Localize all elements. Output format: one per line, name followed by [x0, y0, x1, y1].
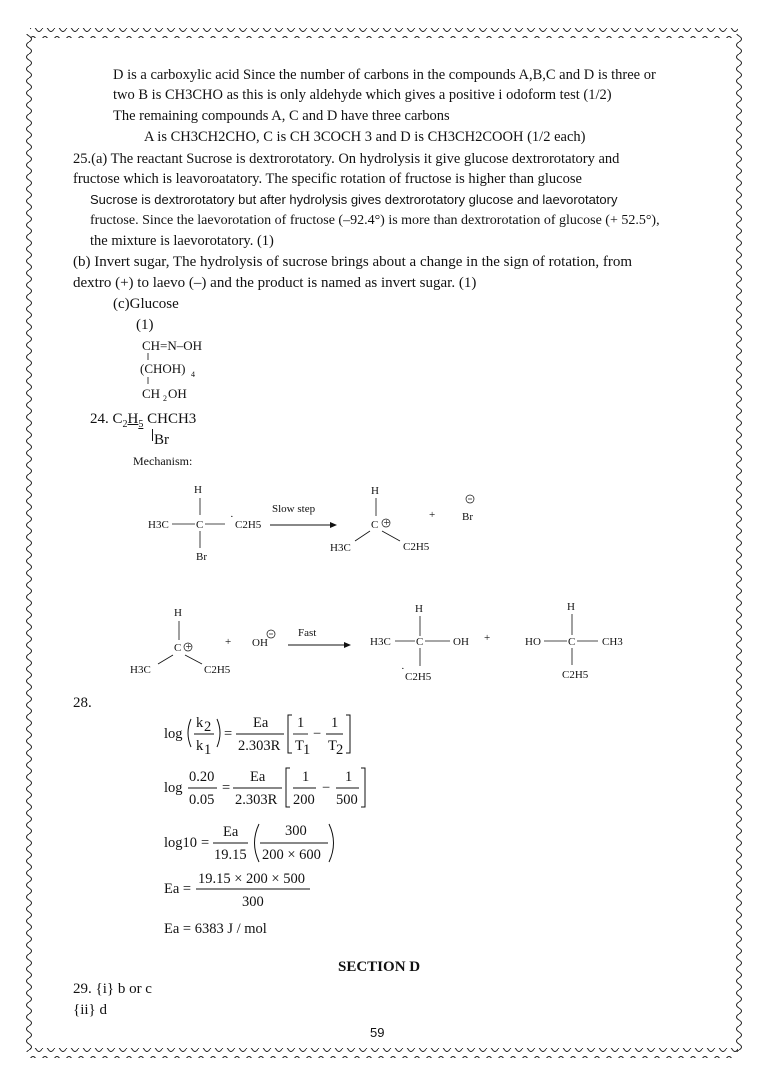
svg-text:H3C: H3C — [148, 519, 169, 531]
svg-text:−: − — [322, 780, 331, 796]
svg-text:log: log — [164, 780, 183, 796]
q25-a-line-5: the mixture is laevorotatory. (1) — [90, 233, 274, 249]
svg-text:H: H — [194, 484, 202, 496]
svg-text:+: + — [185, 641, 192, 653]
svg-text:2: 2 — [204, 719, 212, 735]
svg-text:OH: OH — [252, 637, 268, 649]
svg-text:log10: log10 — [164, 835, 198, 851]
svg-text:H3C: H3C — [330, 542, 351, 554]
svg-text:300: 300 — [242, 894, 264, 910]
answer-d-line-4: A is CH3CH2CHO, C is CH 3COCH 3 and D is CH3CH2COOH (1/2 each) — [144, 129, 586, 145]
svg-text:1: 1 — [303, 742, 311, 758]
section-d-title: SECTION D — [338, 959, 421, 975]
q28-result: Ea = 6383 J / mol — [164, 921, 267, 937]
svg-text:C: C — [196, 519, 204, 531]
svg-text:2.303R: 2.303R — [238, 738, 281, 754]
svg-text:C2H5: C2H5 — [403, 541, 430, 553]
svg-text:2: 2 — [336, 742, 344, 758]
svg-text:H: H — [567, 601, 575, 613]
svg-text:H: H — [415, 603, 423, 615]
svg-text:HO: HO — [525, 636, 541, 648]
svg-text:H3C: H3C — [370, 636, 391, 648]
svg-text:T: T — [295, 738, 304, 754]
q25-b-line-1: (b) Invert sugar, The hydrolysis of sucrose brings about a change in the sign of rotation, from — [73, 254, 632, 270]
svg-text:=: = — [201, 835, 210, 851]
svg-text:·: · — [230, 511, 234, 523]
glucose-oxime-structure — [136, 336, 256, 404]
svg-text:+: + — [225, 636, 232, 648]
q29-part-i: 29. {i} b or c — [73, 981, 152, 997]
svg-text:C2H5: C2H5 — [204, 664, 231, 676]
q25-a-line-4: fructose. Since the laevorotation of fructose (–92.4°) is more than dextrorotation of glucose (+ 52.5°), — [90, 213, 660, 228]
svg-text:C: C — [416, 636, 424, 648]
svg-text:−: − — [313, 726, 322, 742]
svg-text:200: 200 — [293, 792, 315, 808]
svg-text:=: = — [222, 780, 231, 796]
q25-c-line-1: (c)Glucose — [113, 296, 179, 312]
svg-text:500: 500 — [336, 792, 358, 808]
svg-text:1: 1 — [345, 769, 353, 785]
q29-part-ii: {ii} d — [73, 1002, 107, 1018]
q28-number: 28. — [73, 695, 92, 711]
q25-c-line-2: (1) — [136, 317, 154, 333]
mechanism-step-1 — [140, 478, 540, 578]
svg-text:Ea =: Ea = — [164, 881, 192, 897]
answer-d-line-1: D is a carboxylic acid Since the number of carbons in the compounds A,B,C and D is three or — [113, 67, 656, 83]
oxime-line-3-end: OH — [168, 386, 187, 401]
q25-a-line-3: Sucrose is dextrorotatory but after hydrolysis gives dextrorotatory glucose and laevorotatory — [90, 192, 618, 207]
svg-text:19.15: 19.15 — [214, 847, 247, 863]
svg-text:Br: Br — [196, 551, 207, 563]
oxime-line-3: CH — [142, 386, 161, 401]
svg-text:1: 1 — [297, 715, 305, 731]
oxime-line-2: (CHOH) — [140, 361, 186, 376]
svg-text:T: T — [328, 738, 337, 754]
svg-text:2.303R: 2.303R — [235, 792, 278, 808]
mechanism-label: Mechanism: — [133, 454, 193, 468]
svg-text:C2H5: C2H5 — [235, 519, 262, 531]
q25-b-line-2: dextro (+) to laevo (–) and the product is named as invert sugar. (1) — [73, 275, 477, 291]
q24-formula: 24. $C_2H_5$ CHCH3 — [90, 411, 197, 430]
svg-text:C: C — [371, 519, 379, 531]
svg-text:0.20: 0.20 — [189, 769, 215, 785]
svg-text:+: + — [383, 517, 390, 529]
q24-br: Br — [154, 432, 169, 448]
svg-text:·: · — [401, 663, 405, 675]
fast-label: Fast — [298, 627, 317, 639]
svg-text:1: 1 — [204, 742, 212, 758]
q28-calculation — [160, 705, 420, 955]
svg-text:19.15 × 200 × 500: 19.15 × 200 × 500 — [198, 871, 305, 887]
svg-text:Ea: Ea — [253, 715, 269, 731]
oxime-line-1: CH=N–OH — [142, 338, 203, 353]
svg-text:C2H5: C2H5 — [562, 669, 589, 681]
slow-step-label: Slow step — [272, 503, 316, 515]
svg-text:200 × 600: 200 × 600 — [262, 847, 321, 863]
svg-text:log: log — [164, 726, 183, 742]
svg-text:H: H — [371, 485, 379, 497]
q24-bond — [152, 429, 153, 441]
svg-text:Ea: Ea — [250, 769, 266, 785]
svg-text:300: 300 — [285, 823, 307, 839]
svg-text:=: = — [224, 726, 233, 742]
q25-a-line-1: 25.(a) The reactant Sucrose is dextrorotatory. On hydrolysis it give glucose dextrorotatory and — [73, 151, 620, 167]
q25-a-line-2: fructose which is leavoroatatory. The specific rotation of fructose is higher than glucose — [73, 171, 582, 187]
svg-text:+: + — [429, 509, 436, 521]
oxime-subscript: 4 — [191, 370, 195, 379]
svg-text:Br: Br — [462, 511, 473, 523]
svg-text:CH3: CH3 — [602, 636, 623, 648]
svg-text:C: C — [568, 636, 576, 648]
svg-text:0.05: 0.05 — [189, 792, 215, 808]
svg-text:1: 1 — [302, 769, 310, 785]
oxime-subscript-2: 2 — [163, 394, 167, 403]
mechanism-step-2 — [120, 598, 640, 688]
svg-text:Ea: Ea — [223, 824, 239, 840]
svg-text:1: 1 — [331, 715, 339, 731]
svg-text:k: k — [196, 738, 204, 754]
page-number: 59 — [370, 1025, 385, 1040]
answer-d-line-2: two B is CH3CHO as this is only aldehyde which gives a positive i odoform test (1/2) — [113, 87, 612, 103]
svg-text:C: C — [174, 642, 182, 654]
svg-text:H3C: H3C — [130, 664, 151, 676]
svg-text:OH: OH — [453, 636, 469, 648]
svg-text:+: + — [484, 632, 491, 644]
svg-text:C2H5: C2H5 — [405, 671, 432, 683]
answer-d-line-3: The remaining compounds A, C and D have three carbons — [113, 108, 450, 124]
svg-text:k: k — [196, 715, 204, 731]
svg-text:H: H — [174, 607, 182, 619]
